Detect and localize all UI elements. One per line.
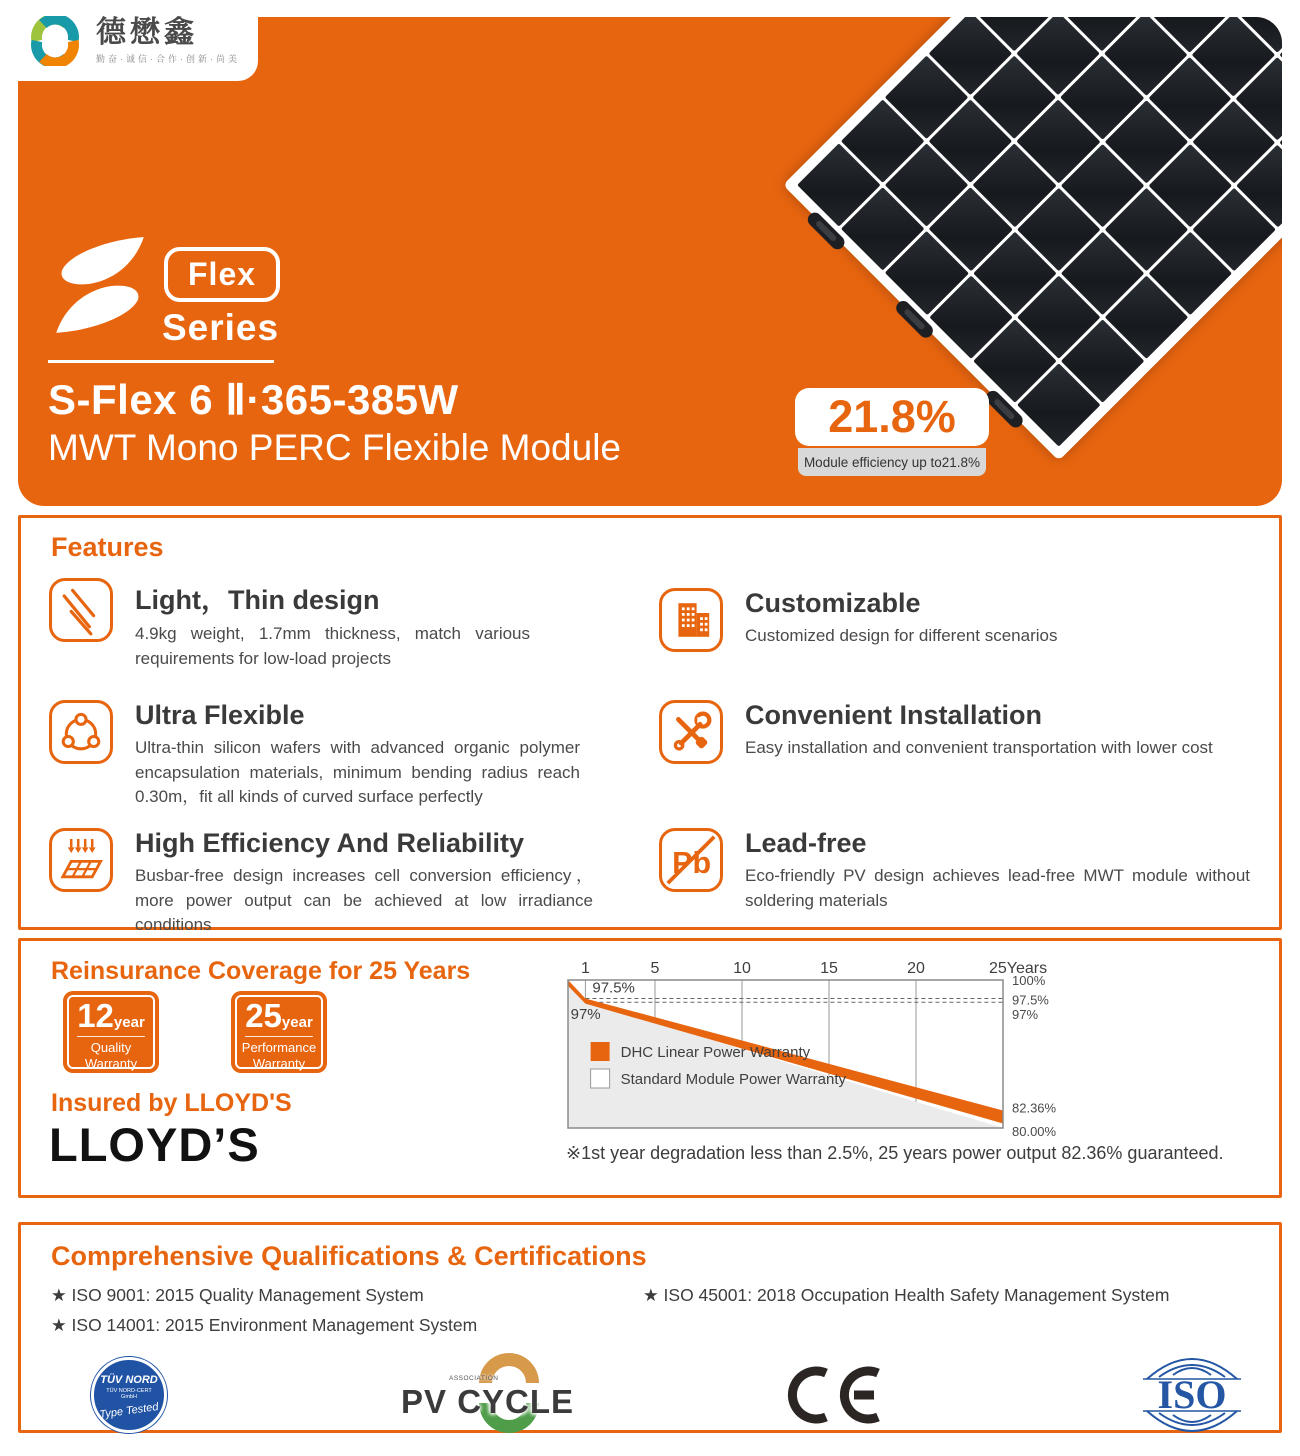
svg-text:82.36%: 82.36%: [1012, 1100, 1057, 1116]
badge-divider: [245, 1036, 313, 1037]
svg-text:1: 1: [580, 960, 590, 977]
ultra-flexible-icon: [49, 700, 113, 764]
svg-text:DHC Linear Power Warranty: DHC Linear Power Warranty: [620, 1044, 811, 1061]
feature-customizable: [659, 588, 1250, 652]
svg-text:10: 10: [733, 960, 751, 977]
warranty-section: [18, 938, 1282, 1198]
flex-series-badge: Flex: [164, 247, 280, 302]
features-section: [18, 515, 1282, 935]
cert-item-iso14001: ★ ISO 14001: 2015 Environment Management System: [51, 1315, 478, 1335]
svg-text:20: 20: [907, 960, 925, 977]
badge-divider: [77, 1036, 145, 1037]
feature-high-efficiency: [49, 828, 593, 938]
warranty-chart: [566, 958, 1086, 1140]
svg-text:15: 15: [820, 960, 838, 977]
logo-tagline: 勤奋·诚信·合作·创新·尚美: [96, 54, 240, 64]
logo-company-name: 德懋鑫: [96, 16, 198, 49]
customizable-icon: [659, 588, 723, 652]
feature-text: Lead-free Eco-friendly PV design achieves lead-free MWT module without soldering materials: [745, 828, 1250, 910]
cert-item-iso45001: ★ ISO 45001: 2018 Occupation Health Safety Management System: [643, 1285, 1170, 1305]
lead-free-icon: [659, 828, 723, 892]
svg-text:25Years: 25Years: [989, 960, 1048, 977]
light-thin-icon: [49, 578, 113, 642]
certifications-heading: Comprehensive Qualifications & Certifications: [51, 1241, 647, 1271]
feature-installation: [659, 700, 1250, 764]
warranty-note: ※1st year degradation less than 2.5%, 25 years power output 82.36% guaranteed.: [566, 1143, 1224, 1163]
svg-text:ISO: ISO: [1157, 1372, 1227, 1417]
product-subtitle: MWT Mono PERC Flexible Module: [48, 427, 621, 468]
warranty-heading: Reinsurance Coverage for 25 Years: [51, 957, 471, 985]
product-title: S-Flex 6 Ⅱ·365-385W: [48, 376, 459, 423]
svg-text:Pb: Pb: [672, 846, 712, 881]
performance-warranty-badge: 25year Performance Warranty: [231, 991, 327, 1073]
svg-text:Standard Module Power Warranty: Standard Module Power Warranty: [620, 1071, 847, 1088]
logo-text-block: [96, 16, 240, 65]
high-efficiency-icon: [49, 828, 113, 892]
dc-monogram-icon: [26, 16, 84, 66]
efficiency-caption: Module efficiency up to21.8%: [798, 448, 986, 476]
feature-text: Convenient Installation Easy installation and convenient transportation with lower cost: [745, 700, 1213, 757]
svg-text:97%: 97%: [570, 1006, 601, 1024]
certifications-section: [18, 1222, 1282, 1433]
company-logo: [0, 0, 258, 81]
feature-text: Ultra Flexible Ultra-thin silicon wafers with advanced organic polymer encapsulation materials, minimum bending radius reach 0.30m，fit all kinds of curved surface perfectly: [135, 700, 580, 807]
svg-text:100%: 100%: [1012, 973, 1046, 988]
header-divider: [48, 360, 274, 363]
svg-text:97.5%: 97.5%: [592, 979, 635, 997]
iso-globe-icon: [1133, 1353, 1251, 1437]
lloyds-logo: LLOYD’S: [49, 1118, 260, 1171]
cert-item-iso9001: ★ ISO 9001: 2015 Quality Management System: [51, 1285, 424, 1305]
feature-text: High Efficiency And Reliability Busbar-free design increases cell conversion efficiency，more power output can be achieved at low irradiance conditions: [135, 828, 593, 935]
feature-ultra-flexible: [49, 700, 580, 810]
installation-icon: [659, 700, 723, 764]
solar-cell-grid: [797, 17, 1282, 447]
efficiency-value: 21.8%: [795, 388, 989, 446]
header-banner: [18, 17, 1282, 506]
feature-light-thin: [49, 578, 530, 671]
s-swoosh-icon: [44, 229, 156, 341]
quality-warranty-badge: 12year Quality Warranty: [63, 991, 159, 1073]
pv-cycle-logo-icon: ASSOCIATION PV CYCLE: [401, 1353, 631, 1439]
features-heading: Features: [51, 532, 164, 562]
insured-by-label: Insured by LLOYD'S: [51, 1089, 292, 1117]
feature-text: Light，Thin design 4.9kg weight, 1.7mm thickness, match various requirements for low-load projects: [135, 585, 530, 668]
ce-mark-icon: [786, 1365, 890, 1425]
svg-text:5: 5: [650, 960, 660, 977]
feature-lead-free: [659, 828, 1250, 913]
tuv-nord-badge-icon: TÜV NORD TÜV NORD-CERT GmbH Type Tested: [91, 1357, 167, 1433]
svg-text:97.5%: 97.5%: [1012, 992, 1049, 1008]
series-label: Series: [162, 307, 280, 348]
svg-text:80.00%: 80.00%: [1012, 1124, 1057, 1139]
efficiency-badge: [795, 388, 989, 476]
feature-text: Customizable Customized design for different scenarios: [745, 588, 1058, 645]
svg-text:97%: 97%: [1012, 1007, 1039, 1023]
